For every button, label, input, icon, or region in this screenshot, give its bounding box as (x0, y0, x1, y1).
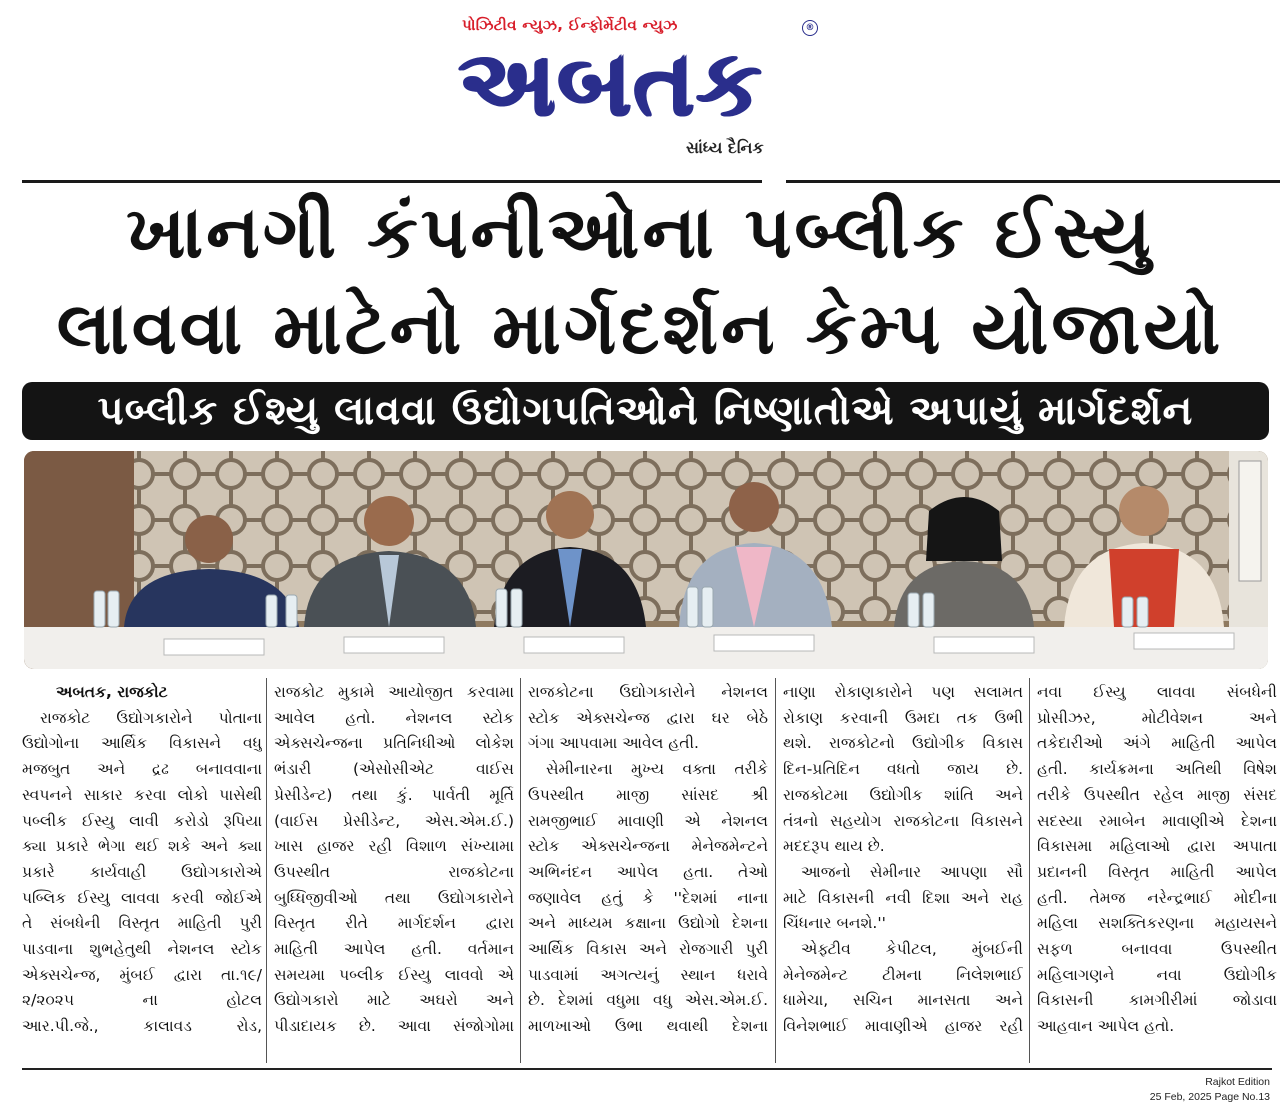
article-line: આહવાન આપેલ હતો. (1037, 1017, 1175, 1036)
article-line: તંત્રનો સહયોગ રાજકોટના વિકાસને (783, 811, 1023, 830)
article-line: ચિંધનાર બનશે.'' (783, 914, 886, 933)
article-line: રાજકોટ મુકામે આયોજીત કરવામા (274, 683, 514, 701)
article-line: બુધ્ધિજીવીઓ તથા ઉદ્યોગકારોને (274, 888, 514, 907)
article-line: માટે વિકાસની નવી દિશા અને રાહ (783, 888, 1023, 907)
article-line: સેમીનારના મુખ્ય વક્તા તરીકે (546, 760, 768, 779)
article-line: હતી. તેમજ નરેન્દ્રભાઈ મોદીના (1037, 888, 1277, 907)
article-line: તે સંબધેની વિસ્તૃત માહિતી પુરી (22, 914, 262, 933)
column-divider (775, 678, 776, 1063)
article-line: ગંગા આપવામા આવેલ હતી. (528, 734, 699, 753)
article-line: જણાવેલ હતું કે ''દેશમાં નાના (528, 888, 768, 907)
article-line: સ્ટોક એક્સચેન્જના મેનેજમેન્ટને (528, 837, 768, 856)
edition-name: Rajkot Edition (1205, 1076, 1270, 1088)
article-column-5 (1037, 680, 1277, 1065)
masthead-tagline: પોઝિટીવ ન્યુઝ, ઈન્ફોર્મેટીવ ન્યુઝ (462, 16, 678, 34)
article-line: માહિતી આપેલ હતી. વર્તમાન (274, 940, 514, 959)
article-line: મદદરૂપ થાય છે. (783, 837, 885, 856)
article-line: પ્રદાનની વિસ્તૃત માહિતી આપેલ (1037, 862, 1277, 881)
article-line: પાડવામાં અગત્યનું સ્થાન ધરાવે (528, 965, 768, 984)
article-line: માળખાઓ ઉભા થવાથી દેશના (528, 1017, 768, 1036)
article-line: એક્સચેન્જ, મુંબઈ દ્વારા તા.૧૯/ (22, 965, 262, 984)
article-line: પ્રેસીડેન્ટ) તથા કું. પાર્વતી મૂર્તિ (274, 785, 514, 804)
article-line: નવા ઈસ્યુ લાવવા સંબધેની (1037, 683, 1277, 701)
article-line: વિનેશભાઈ માવાણીએ હાજર રહી (783, 1017, 1023, 1036)
article-line: સમયમા પબ્લીક ઈસ્યુ લાવવો એ (274, 965, 514, 984)
article-line: રાજકોટ ઉદ્યોગકારોને પોતાના (40, 708, 262, 727)
article-line: પબ્લિક ઈસ્યુ લાવવા કરવી જોઈએ (22, 888, 262, 907)
article-line: તકેદારીઓ અંગે માહિતી આપેલ (1037, 734, 1277, 753)
article-line: છે. દેશમાં વધુમા વધુ એસ.એમ.ઈ. (528, 991, 768, 1010)
article-line: સદસ્યા રમાબેન માવાણીએ દેશના (1037, 811, 1277, 830)
registered-mark: ® (802, 20, 818, 36)
article-line: સ્ટોક એક્સચેન્જ દ્વારા ઘર બેઠે (528, 708, 768, 727)
article-line: ૨/૨૦૨૫ ના હોટલ (22, 991, 262, 1010)
column-divider (266, 678, 267, 1063)
masthead-subtitle: સાંધ્ય દૈનિક (686, 138, 764, 157)
edition-info (1150, 1075, 1270, 1105)
article-line: રોકાણ કરવાની ઉમદા તક ઉભી (783, 708, 1023, 727)
article-line: તરીકે ઉપસ્થીત રહેલ માજી સંસદ (1037, 785, 1277, 804)
article-line: વિકાસની કામગીરીમાં જોડાવા (1037, 991, 1277, 1010)
edition-date-page: 25 Feb, 2025 Page No.13 (1149, 1091, 1270, 1103)
article-line: એફ્ટીવ કેપીટલ, મુંબઈની (801, 940, 1023, 959)
article-line: ખાસ હાજર રહી વિશાળ સંખ્યામા (274, 837, 514, 856)
article-line: પ્રકારે કાર્યવાહી ઉદ્યોગકારોએ (22, 862, 262, 881)
article-line: દિન-પ્રતિદિન વધતો જાય છે. (783, 760, 1023, 779)
article-column-1 (22, 680, 262, 1065)
article-line: પબ્લીક ઈસ્યુ લાવી કરોડો રૂપિયા (22, 811, 262, 830)
article-line: પ્રોસીઝર, મોટીવેશન અને (1037, 708, 1277, 727)
masthead (440, 8, 840, 168)
article-line: ઉદ્યોગોના આર્થિક વિકાસને વધુ (22, 734, 262, 753)
top-rule-right (786, 180, 1280, 183)
article-line: હતી. કાર્યક્રમના અતિથી વિષેશ (1037, 760, 1277, 779)
article-line: વિસ્તૃત રીતે માર્ગદર્શન દ્વારા (274, 914, 514, 933)
top-rule-left (22, 180, 762, 183)
column-divider (520, 678, 521, 1063)
article-line: આર્થિક વિકાસ અને રોજગારી પુરી (528, 940, 768, 959)
article-line: એક્સચેન્જના પ્રતિનિધીઓ લોકેશ (274, 734, 514, 753)
article-line: થશે. રાજકોટનો ઉદ્યોગીક વિકાસ (783, 734, 1023, 753)
article-line: આજનો સેમીનાર આપણા સૌ (801, 862, 1023, 881)
article-line: રાજકોટના ઉદ્યોગકારોને નેશનલ (528, 683, 768, 701)
newspaper-logo: અબતક (458, 30, 763, 137)
event-photo (24, 451, 1268, 669)
article-dateline: અબતક, રાજકોટ (56, 683, 168, 701)
article-column-2 (274, 680, 514, 1065)
article-column-4 (783, 680, 1023, 1065)
article-line: આર.પી.જે., કાલાવડ રોડ, (22, 1017, 262, 1036)
article-line: ધામેચા, સચિન માનસતા અને (783, 991, 1023, 1010)
article-line: ક્યા પ્રકારે ભેગા થઈ શકે અને ક્યા (22, 837, 262, 856)
subheadline-banner: પબ્લીક ઈશ્યુ લાવવા ઉદ્યોગપતિઓને નિષ્ણાતોએ અપાયું માર્ગદર્શન (22, 382, 1269, 440)
article-line: મહિલાગણને નવા ઉદ્યોગીક (1037, 965, 1277, 984)
article-line: અભિનંદન આપેલ હતા. તેઓ (528, 862, 768, 881)
article-line: સફળ બનાવવા ઉપસ્થીત (1037, 940, 1277, 959)
article-column-3 (528, 680, 768, 1065)
article-line: સ્વપનને સાકાર કરવા લોકો પાસેથી (22, 785, 262, 804)
article-line: નાણા રોકાણકારોને પણ સલામત (783, 683, 1023, 701)
article-line: ભંડારી (એસોસીએટ વાઈસ (274, 760, 514, 779)
article-line: વિકાસમા મહિલાઓ દ્વારા અપાતા (1037, 837, 1277, 856)
article-line: અને માધ્યમ કક્ષાના ઉદ્યોગો દેશના (528, 914, 768, 933)
article-line: ઉપસ્થીત માજી સાંસદ શ્રી (528, 785, 768, 804)
bottom-rule (22, 1068, 1272, 1070)
article-line: (વાઈસ પ્રેસીડેન્ટ, એસ.એમ.ઈ.) (274, 811, 514, 830)
article-line: ઉપસ્થીત રાજકોટના (274, 862, 514, 881)
article-line: રાજકોટમા ઉદ્યોગીક શાંતિ અને (783, 785, 1023, 804)
article-line: મહિલા સશક્તિકરણના મહાયસને (1037, 914, 1277, 933)
article-line: પાડવાના શુભહેતુથી નેશનલ સ્ટોક (22, 940, 262, 959)
headline-line-1: ખાનગી કંપનીઓના પબ્લીક ઈસ્યુ (126, 190, 1154, 274)
article-line: મજબુત અને દ્રઢ બનાવવાના (22, 760, 262, 779)
headline-line-2: લાવવા માટેનો માર્ગદર્શન કેમ્પ યોજાયો (56, 286, 1224, 370)
column-divider (1029, 678, 1030, 1063)
article-line: ઉદ્યોગકારો માટે અઘરો અને (274, 991, 514, 1010)
article-line: રામજીભાઈ માવાણી એ નેશનલ (528, 811, 768, 830)
article-line: આવેલ હતો. નેશનલ સ્ટોક (274, 708, 514, 727)
article-line: મેનેજમેન્ટ ટીમના નિલેશભાઈ (783, 965, 1023, 984)
article-line: પીડાદાયક છે. આવા સંજોગોમા (274, 1017, 514, 1036)
